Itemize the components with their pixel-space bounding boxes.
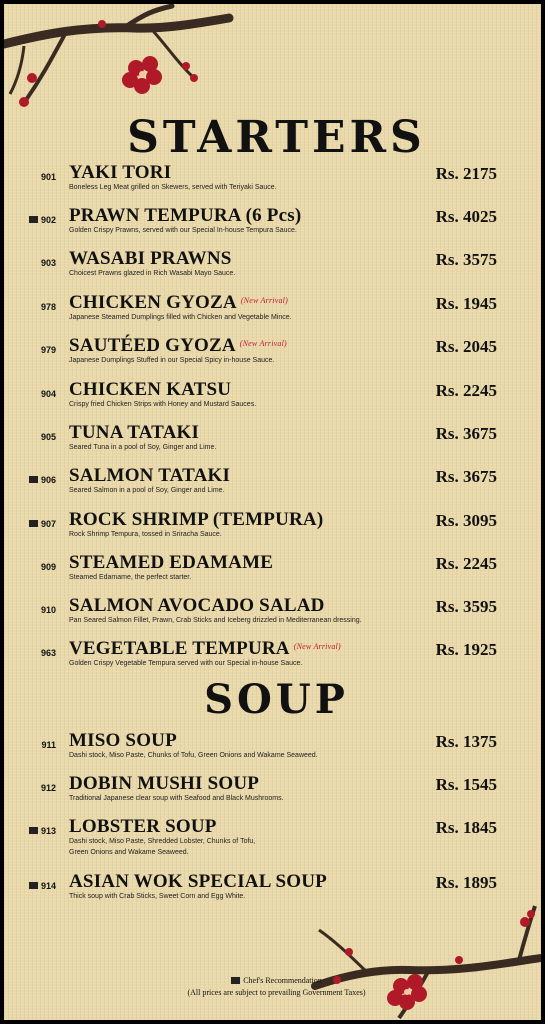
item-name-text: VEGETABLE TEMPURA [69, 638, 290, 659]
item-price: Rs. 1375 [435, 732, 497, 751]
item-code [8, 519, 56, 529]
item-name-text: ASIAN WOK SPECIAL SOUP [69, 871, 327, 892]
item-code-text: 963 [40, 648, 56, 658]
item-code-text: 978 [40, 302, 56, 312]
item-code-text: 911 [41, 740, 56, 750]
item-name [69, 422, 199, 444]
item-name-text: DOBIN MUSHI SOUP [69, 773, 260, 794]
item-price: Rs. 1545 [435, 775, 497, 794]
item-code-text: 913 [40, 826, 56, 836]
item-description: Golden Crispy Vegetable Tempura served with our Special in-house Sauce. [69, 660, 303, 667]
chef-recommendation-icon [29, 520, 38, 527]
item-name-text: CHICKEN KATSU [69, 379, 232, 400]
item-code [8, 172, 56, 182]
item-description: Dashi stock, Miso Paste, Shredded Lobster, Chunks of Tofu, [69, 838, 256, 845]
item-price: Rs. 2175 [435, 164, 497, 183]
item-code-text: 904 [40, 389, 56, 399]
item-name [69, 465, 230, 487]
item-code-text: 901 [40, 172, 56, 182]
item-code-text: 903 [40, 258, 56, 268]
item-name [69, 335, 287, 357]
item-description: Japanese Dumplings Stuffed in our Special Spicy in-house Sauce. [69, 357, 275, 364]
item-price: Rs. 3575 [435, 250, 497, 269]
item-price: Rs. 2245 [435, 554, 497, 573]
item-description: Choicest Prawns glazed in Rich Wasabi Mayo Sauce. [69, 270, 236, 277]
item-code [8, 258, 56, 268]
item-code-text: 902 [40, 215, 56, 225]
chef-recommendation-icon [29, 882, 38, 889]
item-name-text: SAUTÉED GYOZA [69, 335, 236, 356]
item-code [8, 648, 56, 658]
menu-page [4, 4, 541, 1020]
item-name-text: MISO SOUP [69, 730, 177, 751]
chef-recommendation-icon [29, 216, 38, 223]
chef-recommendation-icon [231, 977, 240, 984]
item-price: Rs. 1925 [435, 640, 497, 659]
item-description: Steamed Edamame, the perfect starter. [69, 574, 192, 581]
item-name [69, 552, 273, 574]
item-name [69, 509, 323, 531]
item-price: Rs. 3675 [435, 467, 497, 486]
item-price: Rs. 2045 [435, 337, 497, 356]
item-name [69, 816, 217, 838]
soup-title: SOUP [204, 676, 349, 723]
item-price: Rs. 3095 [435, 511, 497, 530]
item-description: Golden Crispy Prawns, served with our Special In-house Tempura Sauce. [69, 227, 297, 234]
item-description: Crispy fried Chicken Strips with Honey and Mustard Sauces. [69, 401, 257, 408]
item-code [8, 826, 56, 836]
item-code [8, 302, 56, 312]
item-price: Rs. 1945 [435, 294, 497, 313]
item-code [8, 562, 56, 572]
chef-legend-text: Chef's Recommendation [243, 976, 322, 985]
item-name-text: YAKI TORI [69, 162, 172, 183]
item-name [69, 730, 177, 752]
item-description: Seared Tuna in a pool of Soy, Ginger and Lime. [69, 444, 217, 451]
item-description: Rock Shrimp Tempura, tossed in Sriracha Sauce. [69, 531, 222, 538]
item-description: Traditional Japanese clear soup with Seafood and Black Mushrooms. [69, 795, 284, 802]
item-code-text: 912 [40, 783, 56, 793]
item-name-text: PRAWN TEMPURA (6 Pcs) [69, 205, 302, 226]
item-name [69, 379, 231, 401]
cherry-blossom-branch-bottom [309, 894, 541, 1020]
item-description: Dashi stock, Miso Paste, Chunks of Tofu, Green Onions and Wakame Seaweed. [69, 752, 318, 759]
cherry-blossom-branch-top [4, 4, 234, 124]
item-name [69, 248, 232, 270]
item-code-text: 906 [40, 475, 56, 485]
item-name [69, 773, 259, 795]
item-code [8, 345, 56, 355]
item-price: Rs. 4025 [435, 207, 497, 226]
item-code-text: 907 [40, 519, 56, 529]
item-name-text: SALMON AVOCADO SALAD [69, 595, 325, 616]
item-code-text: 909 [40, 562, 56, 572]
item-name [69, 638, 341, 660]
item-name-text: CHICKEN GYOZA [69, 292, 237, 313]
chef-legend [4, 976, 541, 985]
chef-recommendation-icon [29, 827, 38, 834]
item-name [69, 162, 171, 184]
item-name-text: STEAMED EDAMAME [69, 552, 274, 573]
item-description: Japanese Steamed Dumplings filled with Chicken and Vegetable Mince. [69, 314, 292, 321]
item-code [8, 432, 56, 442]
item-description: Seared Salmon in a pool of Soy, Ginger and Lime. [69, 487, 225, 494]
item-code [8, 881, 56, 891]
item-code [8, 783, 56, 793]
item-name-text: LOBSTER SOUP [69, 816, 217, 837]
item-price: Rs. 1845 [435, 818, 497, 837]
item-name [69, 292, 288, 314]
tax-note: (All prices are subject to prevailing Government Taxes) [187, 988, 366, 997]
item-code-text: 914 [40, 881, 56, 891]
item-description: Boneless Leg Meat grilled on Skewers, served with Teriyaki Sauce. [69, 184, 277, 191]
item-name-text: SALMON TATAKI [69, 465, 231, 486]
item-code-text: 905 [40, 432, 56, 442]
item-code [8, 389, 56, 399]
item-code [8, 215, 56, 225]
item-code [8, 740, 56, 750]
new-arrival-badge: (New Arrival) [239, 339, 287, 348]
item-description: Thick soup with Crab Sticks, Sweet Corn and Egg White. [69, 893, 246, 900]
item-name [69, 871, 327, 893]
item-code-text: 979 [40, 345, 56, 355]
chef-recommendation-icon [29, 476, 38, 483]
item-name [69, 205, 301, 227]
item-price: Rs. 2245 [435, 381, 497, 400]
item-description: Pan Seared Salmon Fillet, Prawn, Crab Sticks and Iceberg drizzled in Mediterranean dressing. [69, 617, 362, 624]
item-name-text: TUNA TATAKI [69, 422, 200, 443]
item-price: Rs. 1895 [435, 873, 497, 892]
item-code [8, 605, 56, 615]
new-arrival-badge: (New Arrival) [293, 642, 341, 651]
item-code [8, 475, 56, 485]
item-price: Rs. 3675 [435, 424, 497, 443]
item-description-line2: Green Onions and Wakame Seaweed. [69, 849, 189, 856]
item-name-text: WASABI PRAWNS [69, 248, 232, 269]
starters-title: STARTERS [127, 112, 426, 163]
item-code-text: 910 [40, 605, 56, 615]
item-name-text: ROCK SHRIMP (TEMPURA) [69, 509, 324, 530]
new-arrival-badge: (New Arrival) [240, 296, 288, 305]
item-price: Rs. 3595 [435, 597, 497, 616]
item-name [69, 595, 325, 617]
